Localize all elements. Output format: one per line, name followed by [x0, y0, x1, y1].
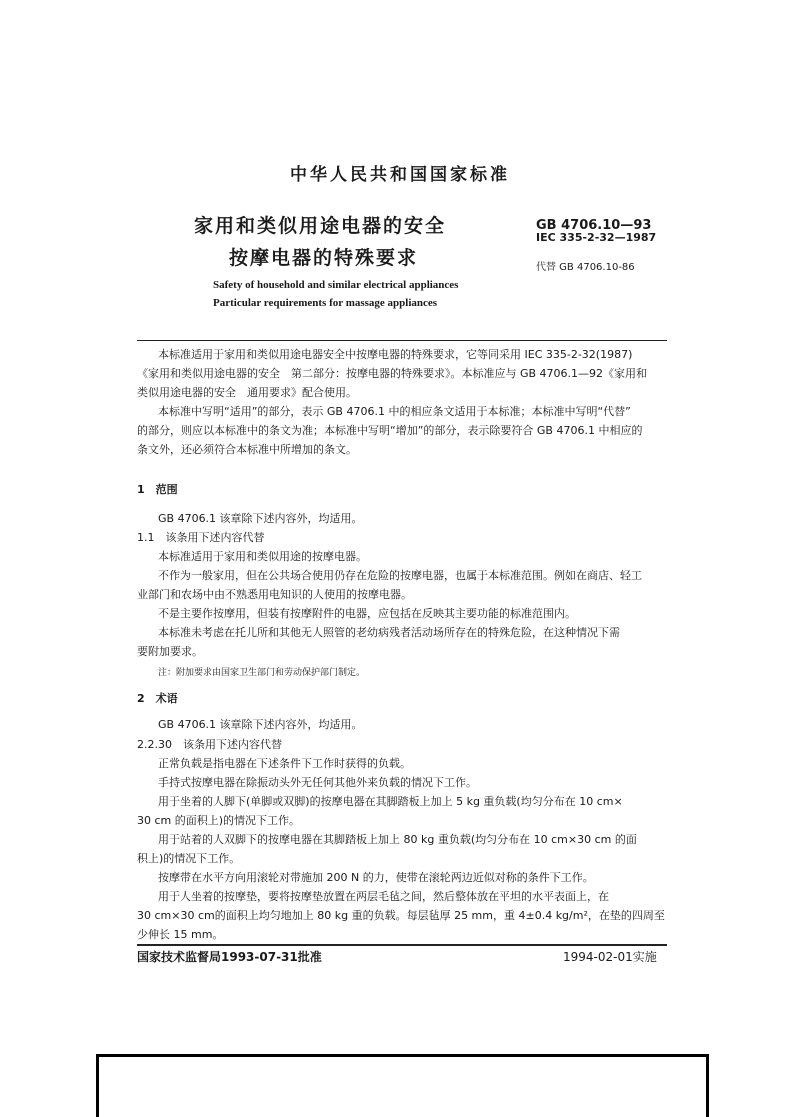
approval-date: 国家技术监督局1993-07-31批准: [137, 950, 322, 964]
section-1-line: 不作为一般家用，但在公共场合使用仍存在危险的按摩电器，也属于本标准范围。例如在商店、轻工: [158, 569, 642, 582]
page-frame: [96, 1054, 709, 1117]
effective-date: 1994-02-01实施: [563, 950, 657, 964]
english-title-line-2: Particular requirements for massage appliances: [213, 297, 438, 309]
section-2-line: 用于人坐着的按摩垫，要将按摩垫放置在两层毛毡之间，然后整体放在平坦的水平表面上，在: [158, 890, 609, 903]
intro-line: 本标准中写明“适用”的部分，表示 GB 4706.1 中的相应条文适用于本标准；本标准中写明“代替”: [158, 405, 631, 418]
section-1-note: 注：附加要求由国家卫生部门和劳动保护部门制定。: [158, 668, 366, 678]
section-2-line: 手持式按摩电器在除振动头外无任何其他外来负载的情况下工作。: [158, 776, 477, 789]
intro-line: 类似用途电器的安全 通用要求》配合使用。: [137, 386, 357, 399]
section-2-line: 30 cm 的面积上)的情况下工作。: [137, 814, 301, 827]
intro-line: 本标准适用于家用和类似用途电器安全中按摩电器的特殊要求，它等同采用 IEC 335-2-32(1987): [158, 348, 633, 361]
section-2-line: 用于站着的人双脚下的按摩电器在其脚踏板上加上 80 kg 重负载(均匀分布在 10 cm×30 cm 的面: [158, 833, 637, 846]
section-2-line: GB 4706.1 该章除下述内容外，均适用。: [158, 718, 363, 731]
section-2-heading: 2 术语: [137, 692, 178, 705]
english-title-line-1: Safety of household and similar electrical appliances: [213, 279, 459, 291]
section-2-line: 正常负载是指电器在下述条件下工作时获得的负载。: [158, 757, 411, 770]
replaces-standard: 代替 GB 4706.10-86: [536, 262, 635, 273]
footer-divider: [137, 944, 667, 946]
section-2-line: 2.2.30 该条用下述内容代替: [137, 738, 282, 751]
section-1-line: GB 4706.1 该章除下述内容外，均适用。: [158, 512, 363, 525]
section-1-line: 本标准未考虑在托儿所和其他无人照管的老幼病残者活动场所存在的特殊危险，在这种情况下需: [158, 626, 620, 639]
header-divider: [137, 340, 667, 341]
document-title: 家用和类似用途电器的安全: [194, 215, 447, 237]
section-2-line: 用于坐着的人脚下(单脚或双脚)的按摩电器在其脚踏板上加上 5 kg 重负载(均匀分布在 10 cm×: [158, 795, 623, 808]
intro-line: 的部分，则应以本标准中的条文为准；本标准中写明“增加”的部分，表示除要符合 GB 4706.1 中相应的: [137, 424, 643, 437]
document-subtitle: 按摩电器的特殊要求: [229, 247, 419, 269]
section-2-line: 少伸长 15 mm。: [137, 928, 224, 941]
section-2-line: 积上)的情况下工作。: [137, 852, 241, 865]
section-1-line: 不是主要作按摩用，但装有按摩附件的电器，应包括在反映其主要功能的标准范围内。: [158, 607, 576, 620]
intro-line: 条文外，还必须符合本标准中所增加的条文。: [137, 443, 357, 456]
section-1-heading: 1 范围: [137, 483, 178, 496]
standard-number: GB 4706.10—93: [536, 218, 652, 233]
section-1-line: 本标准适用于家用和类似用途的按摩电器。: [158, 550, 367, 563]
section-1-line: 业部门和农场中由不熟悉用电知识的人使用的按摩电器。: [137, 588, 412, 601]
intro-line: 《家用和类似用途电器的安全 第二部分：按摩电器的特殊要求》。本标准应与 GB 4706.1—92《家用和: [137, 367, 648, 380]
section-2-line: 30 cm×30 cm的面积上均匀地加上 80 kg 重的负载。每层毡厚 25 mm，重 4±0.4 kg/m²，在垫的四周至: [137, 909, 665, 922]
national-standard-title: 中华人民共和国国家标准: [290, 165, 510, 185]
section-2-line: 按摩带在水平方向用滚轮对带施加 200 N 的力，使带在滚轮两边近似对称的条件下工作。: [158, 871, 594, 884]
section-1-line: 要附加要求。: [137, 645, 203, 658]
section-1-line: 1.1 该条用下述内容代替: [137, 531, 265, 544]
iec-number: IEC 335-2-32—1987: [536, 231, 657, 244]
